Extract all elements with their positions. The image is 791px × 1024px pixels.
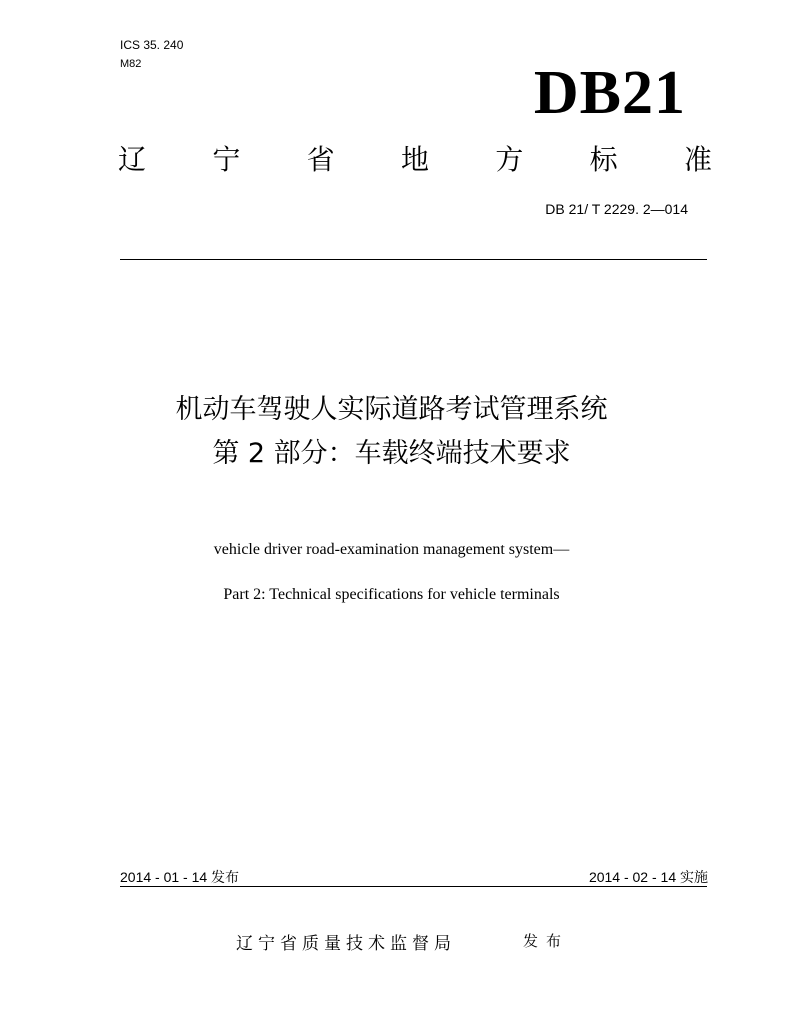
standard-type-title — [118, 140, 712, 180]
standard-number: DB 21/ T 2229. 2—014 — [545, 201, 688, 217]
standard-type-char: 准 — [683, 143, 712, 176]
title-english-line-2: Part 2: Technical specifications for vehicle terminals — [223, 586, 560, 603]
standard-type-char: 标 — [589, 143, 618, 176]
title-chinese-line-1: 机动车驾驶人实际道路考试管理系统 — [175, 394, 608, 425]
standard-type-char: 方 — [495, 143, 524, 176]
top-divider — [120, 259, 707, 260]
standard-type-char: 辽 — [118, 143, 147, 176]
standard-type-char: 地 — [400, 143, 429, 176]
implementation-date: 2014 - 02 - 14 实施 — [588, 869, 708, 885]
publish-label: 发布 — [523, 932, 570, 950]
standard-type-char: 省 — [306, 143, 335, 176]
title-chinese-line-2: 第 2 部分：车载终端技术要求 — [212, 438, 571, 469]
ics-code: ICS 35. 240 — [120, 38, 184, 52]
db-logo: DB21 — [533, 59, 686, 127]
issue-date: 2014 - 01 - 14 发布 — [120, 869, 240, 885]
standard-type-char: 宁 — [212, 143, 241, 176]
bottom-divider — [120, 886, 707, 887]
issuing-authority: 辽宁省质量技术监督局 — [236, 934, 456, 954]
title-english-line-1: vehicle driver road-examination management system— — [213, 541, 570, 558]
ccs-code: M82 — [120, 58, 142, 70]
